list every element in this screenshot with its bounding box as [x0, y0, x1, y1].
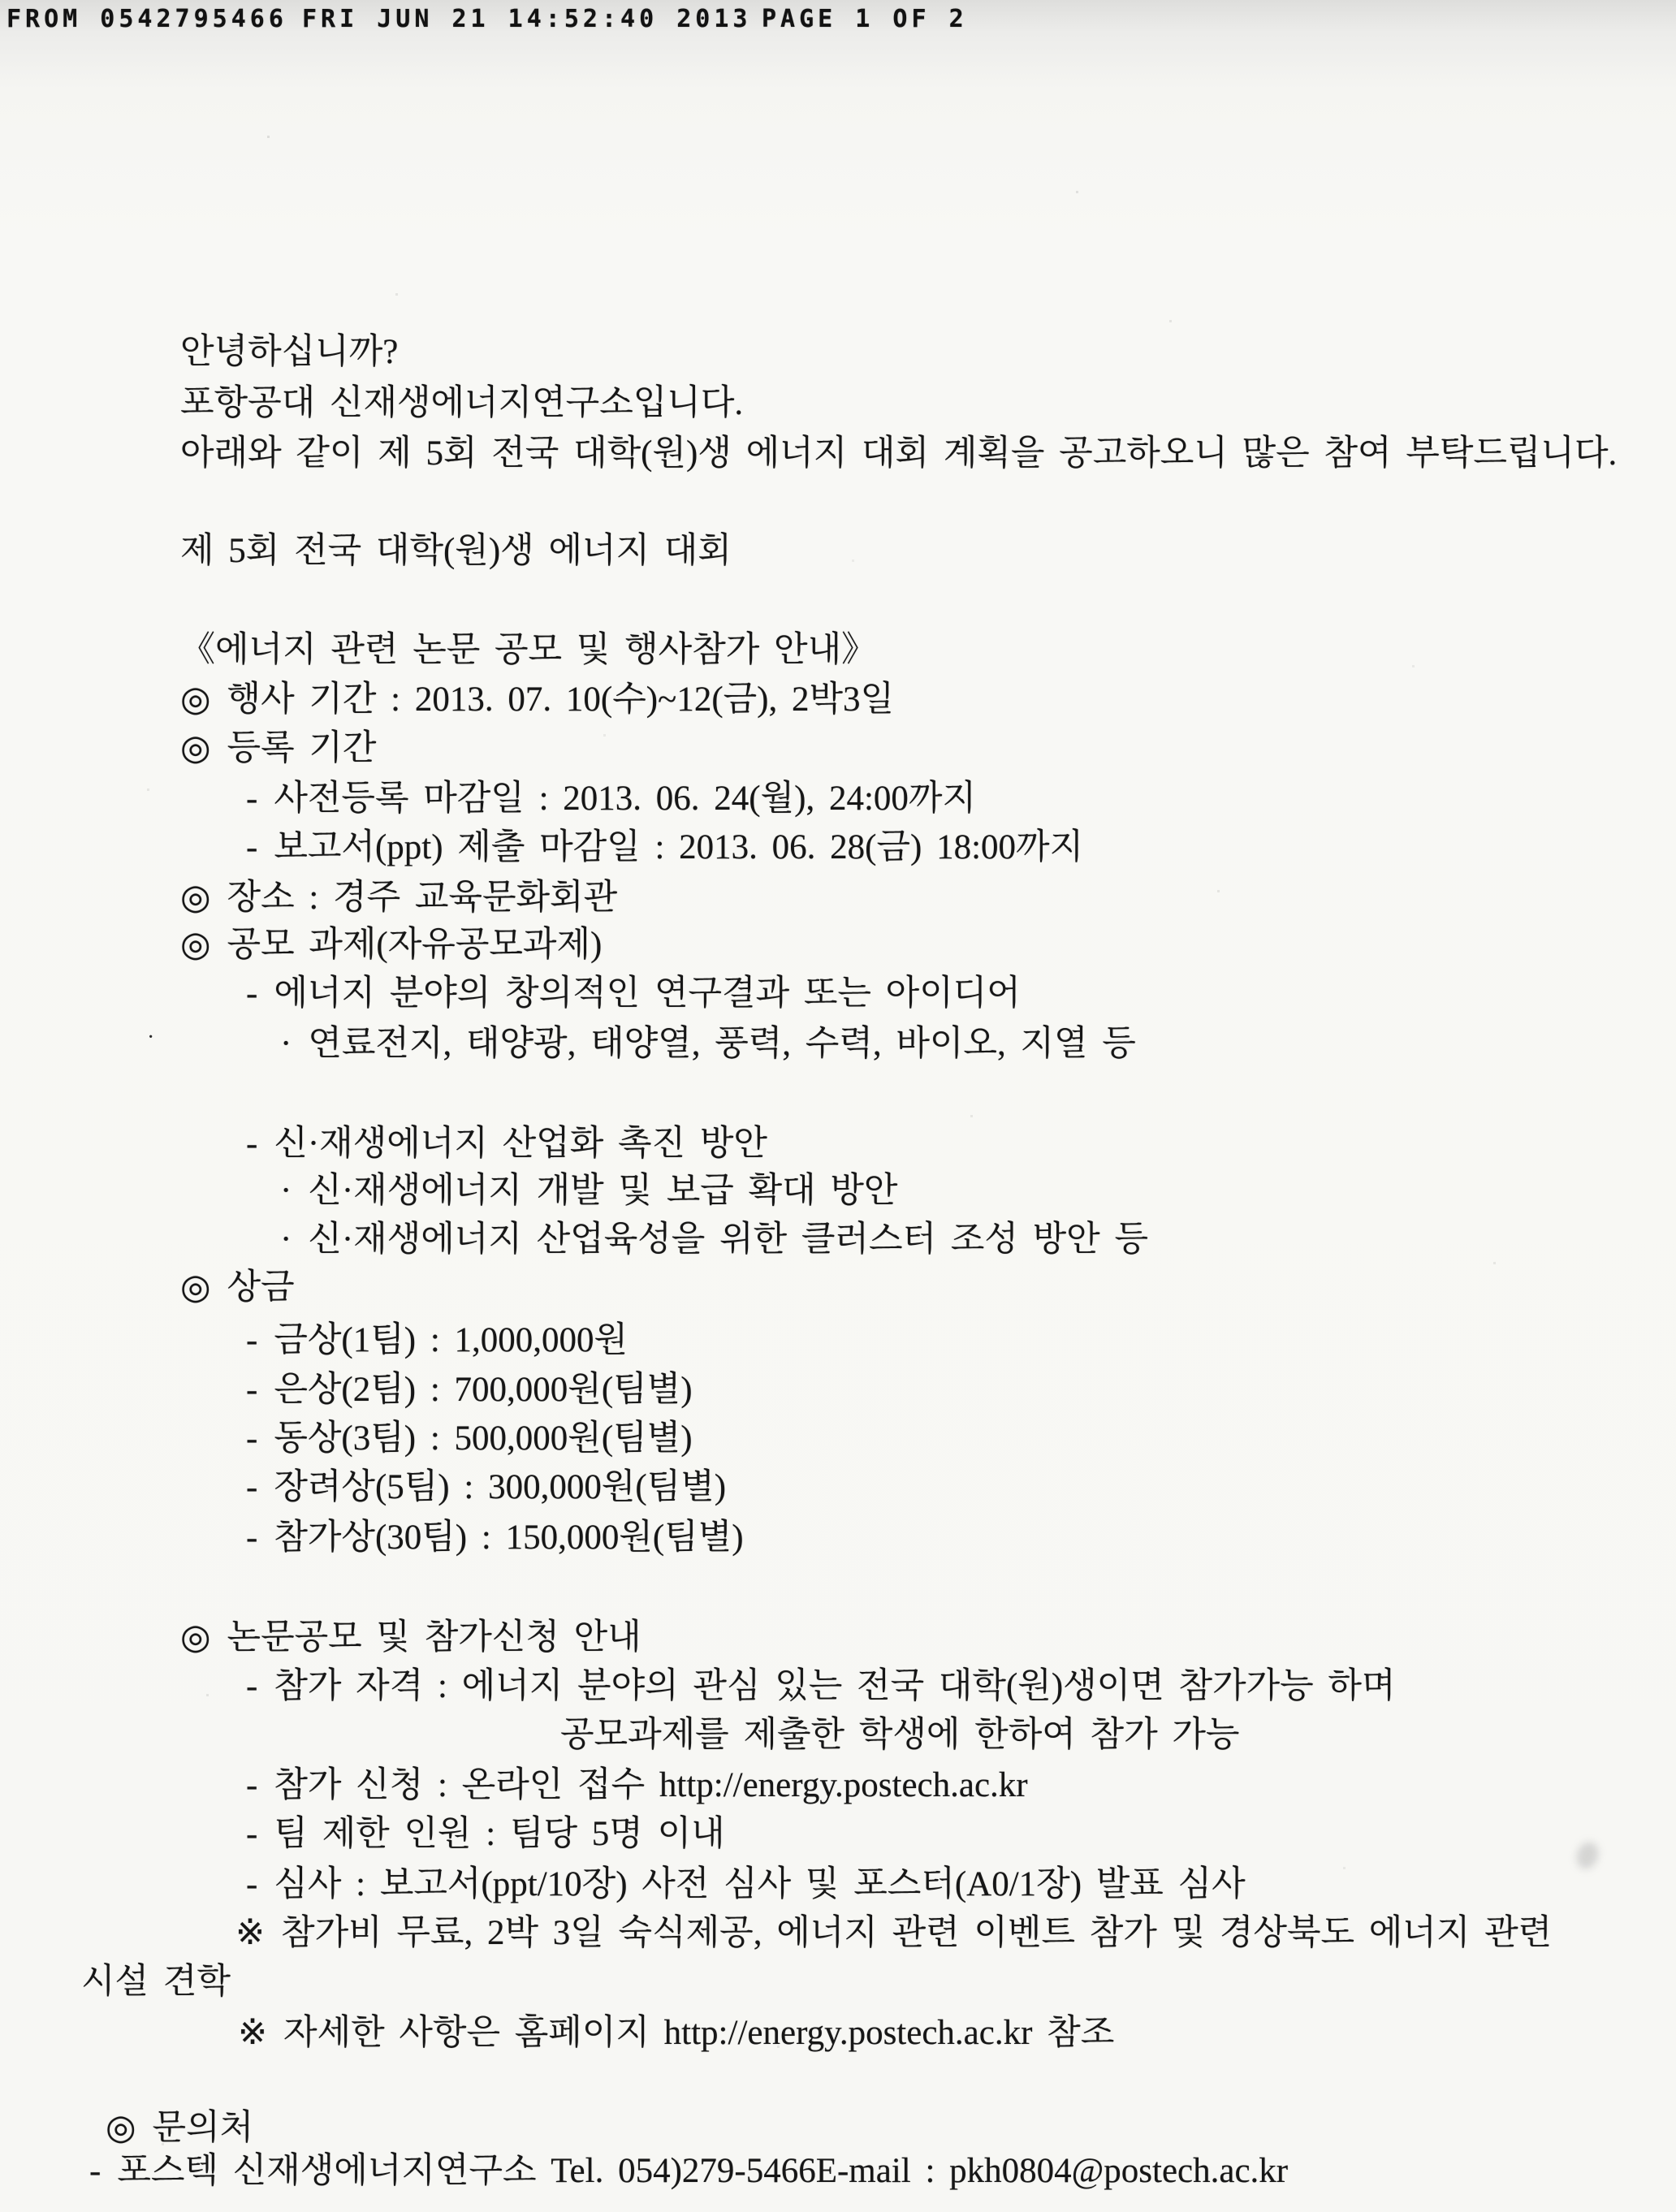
line-prize-gold	[246, 1321, 628, 1360]
dash-bullet: -	[246, 828, 258, 866]
line-report-deadline	[246, 828, 1083, 867]
line-note-website	[238, 2014, 1114, 2053]
line-contact-info	[89, 2152, 1288, 2191]
line-preregistration-deadline	[246, 780, 976, 819]
dot-bullet: ·	[280, 1025, 292, 1063]
line-text: 포항공대 신재생에너지연구소입니다.	[180, 384, 744, 422]
line-greeting	[180, 333, 398, 372]
scan-smudge	[1573, 1839, 1602, 1873]
reference-mark: ※	[238, 2014, 268, 2052]
line-text: 등록 기간	[227, 729, 377, 767]
dash-bullet: -	[246, 1519, 258, 1557]
line-eligibility-continued	[560, 1716, 1239, 1755]
line-judging	[246, 1865, 1246, 1904]
line-team-limit	[246, 1815, 725, 1854]
dash-bullet: -	[246, 1667, 258, 1705]
line-text: 아래와 같이 제 5회 전국 대학(원)생 에너지 대회 계획을 공고하오니 많은 참여 부탁드립니다.	[180, 434, 1618, 473]
double-circle-bullet: ◎	[180, 926, 211, 964]
line-topic-industrialization	[246, 1125, 767, 1164]
line-text: 공모 과제(자유공모과제)	[227, 926, 603, 964]
line-text: 심사 : 보고서(ppt/10장) 사전 심사 및 포스터(A0/1장) 발표 심사	[274, 1865, 1246, 1903]
dash-bullet: -	[246, 974, 258, 1013]
line-text: 행사 기간 : 2013. 07. 10(수)~12(금), 2박3일	[227, 680, 895, 719]
line-application-method	[246, 1766, 1028, 1805]
fax-header	[0, 5, 1676, 44]
line-text: 금상(1팀) : 1,000,000원	[274, 1321, 628, 1359]
stray-dot-mark: ·	[147, 1025, 155, 1050]
dash-bullet: -	[246, 1865, 258, 1903]
line-text: 참가상(30팀) : 150,000원(팀별)	[274, 1519, 744, 1557]
line-text: 참가비 무료, 2박 3일 숙식제공, 에너지 관련 이벤트 참가 및 경상북도 에너지 관련	[281, 1914, 1553, 1952]
fax-from-number: FROM 0542795466	[6, 5, 287, 33]
line-event-title	[180, 532, 732, 571]
double-circle-bullet: ◎	[180, 729, 211, 767]
dash-bullet: -	[246, 1371, 258, 1409]
line-text: 시설 견학	[81, 1963, 231, 2001]
line-text: 동상(3팀) : 500,000원(팀별)	[274, 1419, 693, 1458]
line-text: 장소 : 경주 교육문화회관	[227, 879, 618, 917]
line-eligibility	[246, 1667, 1395, 1706]
double-circle-bullet: ◎	[180, 1268, 211, 1307]
line-event-period	[180, 680, 894, 719]
line-text: 에너지 분야의 창의적인 연구결과 또는 아이디어	[274, 974, 1021, 1013]
line-text: 공모과제를 제출한 학생에 한하여 참가 가능	[560, 1716, 1240, 1754]
dash-bullet: -	[246, 1125, 258, 1163]
line-text: 신·재생에너지 개발 및 보급 확대 방안	[308, 1172, 898, 1210]
line-registration-period	[180, 729, 376, 768]
reference-mark: ※	[235, 1914, 266, 1952]
line-text: 은상(2팀) : 700,000원(팀별)	[274, 1371, 693, 1409]
line-contest-topics-heading	[180, 926, 602, 965]
line-text: 팀 제한 인원 : 팀당 5명 이내	[274, 1815, 725, 1853]
scan-noise-speckles	[0, 0, 1, 1]
line-text: 사전등록 마감일 : 2013. 06. 24(월), 24:00까지	[274, 780, 976, 818]
line-announcement	[180, 434, 1617, 473]
line-text: 문의처	[152, 2109, 254, 2147]
line-text: 참가 자격 : 에너지 분야의 관심 있는 전국 대학(원)생이면 참가가능 하며	[274, 1667, 1396, 1705]
line-topic-cluster	[280, 1220, 1148, 1259]
line-text: 안녕하십니까?	[180, 333, 399, 371]
line-application-heading	[180, 1618, 641, 1657]
dot-bullet: ·	[280, 1172, 292, 1210]
line-text: 《에너지 관련 논문 공모 및 행사참가 안내》	[180, 631, 877, 669]
dash-bullet: -	[246, 1766, 258, 1804]
line-text: 신·재생에너지 산업육성을 위한 클러스터 조성 방안 등	[308, 1220, 1148, 1259]
fax-page-count: PAGE 1 OF 2	[762, 5, 968, 33]
line-text: 장려상(5팀) : 300,000원(팀별)	[274, 1468, 727, 1506]
line-topic-energy-fields	[280, 1025, 1136, 1064]
line-prize-encouragement	[246, 1468, 726, 1507]
dash-bullet: -	[246, 1468, 258, 1506]
line-prize-silver	[246, 1371, 693, 1410]
line-contact-heading	[106, 2109, 253, 2148]
dash-bullet: -	[246, 1815, 258, 1853]
line-text: 논문공모 및 참가신청 안내	[227, 1618, 641, 1657]
double-circle-bullet: ◎	[106, 2109, 136, 2147]
line-note-continued	[81, 1963, 231, 2002]
line-sender-intro	[180, 384, 743, 423]
line-text: 참가 신청 : 온라인 접수 http://energy.postech.ac.kr	[274, 1766, 1028, 1804]
line-text: 자세한 사항은 홈페이지 http://energy.postech.ac.kr 참조	[283, 2014, 1115, 2052]
line-text: 제 5회 전국 대학(원)생 에너지 대회	[180, 532, 732, 570]
line-prizes-heading	[180, 1268, 295, 1307]
line-topic-development	[280, 1172, 897, 1211]
line-note-free-participation	[235, 1914, 1552, 1953]
line-text: 신·재생에너지 산업화 촉진 방안	[274, 1125, 767, 1163]
line-text: 상금	[227, 1268, 295, 1307]
fax-datetime: FRI JUN 21 14:52:40 2013	[302, 5, 752, 33]
line-text: 보고서(ppt) 제출 마감일 : 2013. 06. 28(금) 18:00까지	[274, 828, 1084, 866]
line-text: 연료전지, 태양광, 태양열, 풍력, 수력, 바이오, 지열 등	[308, 1025, 1136, 1063]
dash-bullet: -	[89, 2152, 102, 2190]
line-prize-bronze	[246, 1419, 693, 1458]
dot-bullet: ·	[280, 1220, 292, 1259]
dash-bullet: -	[246, 1419, 258, 1458]
line-prize-participation	[246, 1519, 744, 1557]
line-text: 포스텍 신재생에너지연구소 Tel. 054)279-5466E-mail : pkh0804@postech.ac.kr	[117, 2152, 1289, 2190]
line-topic-free-research	[246, 974, 1021, 1013]
double-circle-bullet: ◎	[180, 680, 211, 719]
double-circle-bullet: ◎	[180, 879, 211, 917]
dash-bullet: -	[246, 780, 258, 818]
double-circle-bullet: ◎	[180, 1618, 211, 1657]
line-notice-heading	[180, 631, 876, 670]
line-venue	[180, 879, 617, 918]
dash-bullet: -	[246, 1321, 258, 1359]
